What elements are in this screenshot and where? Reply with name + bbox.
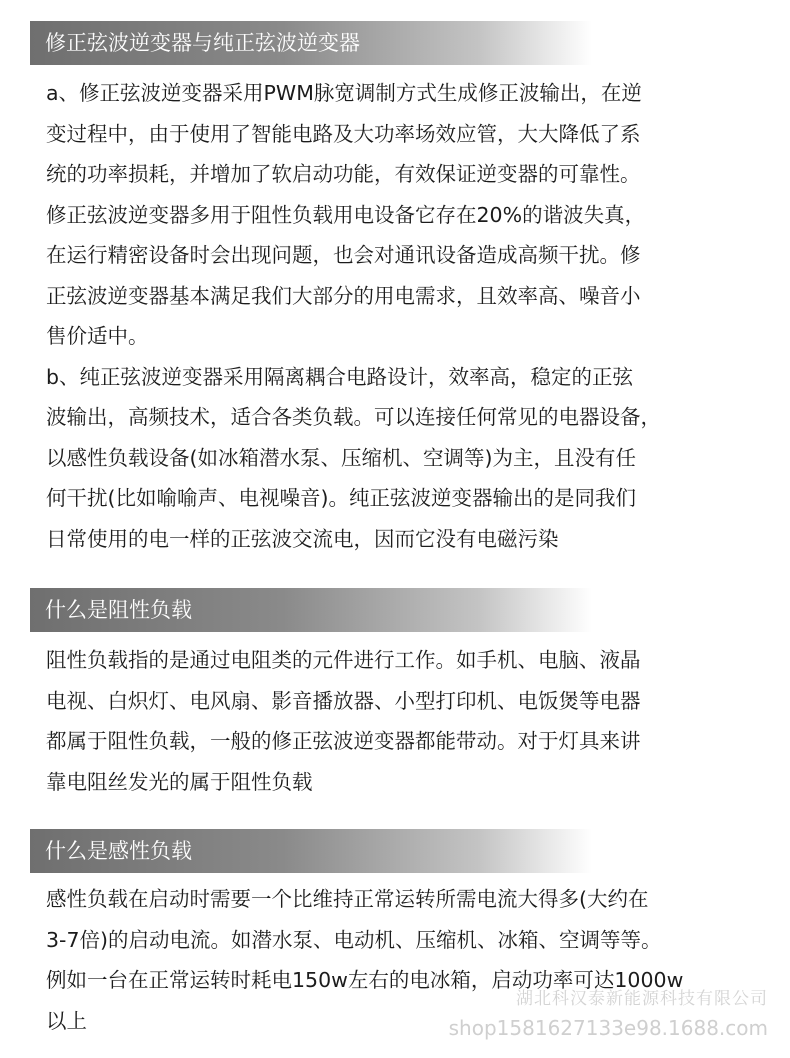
text-line: 日常使用的电一样的正弦波交流电，因而它没有电磁污染 [46,526,559,551]
watermark-shop-url: shop1581627133e98.1688.com [448,1016,768,1040]
text-line: 以感性负载设备(如冰箱潜水泵、压缩机、空调等)为主，且没有任 [46,445,636,470]
text-line: 以上 [46,1008,87,1033]
watermark-company: 湖北科汉泰新能源科技有限公司 [516,989,768,1009]
text-line: 波输出，高频技术，适合各类负载。可以连接任何常见的电器设备， [46,405,661,429]
text-line: 感性负载在启动时需要一个比维持正常运转所需电流大得多(大约在 [46,887,649,911]
text-line: 变过程中，由于使用了智能电路及大功率场效应管，大大降低了系 [46,121,641,146]
text-line: 统的功率损耗，并增加了软启动功能，有效保证逆变器的可靠性。 [46,162,641,186]
section-header-inverter-comparison [30,21,592,65]
text-line: 正弦波逆变器基本满足我们大部分的用电需求，且效率高、噪音小 [46,283,641,308]
section-header-resistive-load [30,588,592,632]
text-line: 靠电阻丝发光的属于阻性负载 [46,769,313,794]
text-line: 在运行精密设备时会出现问题，也会对通讯设备造成高频干扰。修 [46,243,641,267]
section-title: 什么是阻性负载 [45,598,192,622]
section-title: 修正弦波逆变器与纯正弦波逆变器 [45,31,360,55]
text-line: 何干扰(比如喻喻声、电视噪音)。纯正弦波逆变器输出的是同我们 [46,486,636,510]
section-body-resistive-load [46,640,766,802]
text-line: 3-7倍)的启动电流。如潜水泵、电动机、压缩机、冰箱、空调等等。 [46,927,662,952]
text-line: 都属于阻性负载，一般的修正弦波逆变器都能带动。对于灯具来讲 [46,729,641,753]
text-line: 售价适中。 [46,324,149,348]
text-line: 修正弦波逆变器多用于阻性负载用电设备它存在20%的谐波失真， [46,202,646,227]
section-body-inverter-comparison [46,73,766,559]
text-line: 阻性负载指的是通过电阻类的元件进行工作。如手机、电脑、液晶 [46,648,641,672]
text-line: 电视、白炽灯、电风扇、影音播放器、小型打印机、电饭煲等电器 [46,688,641,713]
text-line: b、纯正弦波逆变器采用隔离耦合电路设计，效率高，稳定的正弦 [46,364,634,389]
text-line: 例如一台在正常运转时耗电150w左右的电冰箱，启动功率可达1000w [46,968,684,992]
section-header-inductive-load [30,829,592,873]
section-title: 什么是感性负载 [45,839,192,863]
text-line: a、修正弦波逆变器采用PWM脉宽调制方式生成修正波输出，在逆 [46,81,642,105]
